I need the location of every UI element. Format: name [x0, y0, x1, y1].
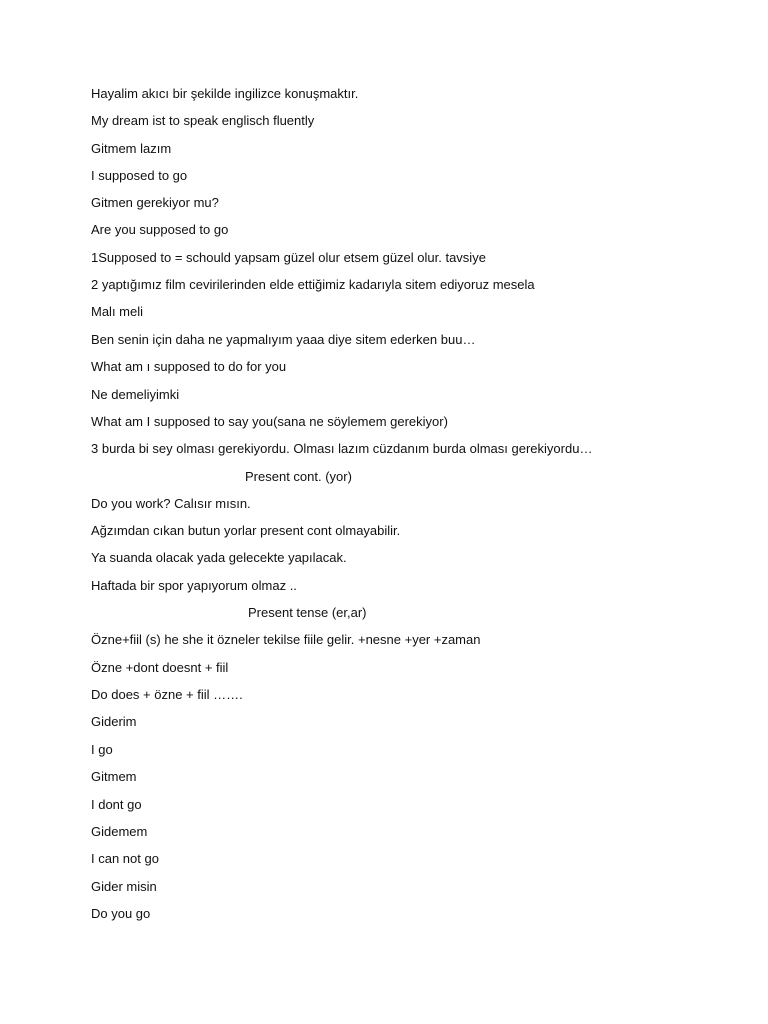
text-line: Hayalim akıcı bir şekilde ingilizce konuşmaktır. [91, 86, 359, 101]
text-line: Özne +dont doesnt + fiil [91, 660, 229, 675]
text-line: Gitmem lazım [91, 141, 172, 156]
text-line: Ağzımdan cıkan butun yorlar present cont olmayabilir. [91, 523, 401, 538]
text-line: Gitmen gerekiyor mu? [91, 195, 219, 210]
text-line: Malı meli [91, 304, 144, 319]
text-line: 2 yaptığımız film cevirilerinden elde ettiğimiz kadarıyla sitem ediyoruz mesela [91, 277, 535, 292]
text-line: I dont go [91, 797, 142, 812]
text-line: Gitmem [91, 769, 137, 784]
section-heading: Present tense (er,ar) [248, 605, 367, 620]
text-line: Ben senin için daha ne yapmalıyım yaaa diye sitem ederken buu… [91, 332, 476, 347]
text-line: Do you go [91, 906, 151, 921]
text-line: What am ı supposed to do for you [91, 359, 287, 374]
text-line: 1Supposed to = schould yapsam güzel olur etsem güzel olur. tavsiye [91, 250, 486, 265]
text-line: I can not go [91, 851, 159, 866]
section-heading: Present cont. (yor) [245, 469, 352, 484]
text-line: Do you work? Calısır mısın. [91, 496, 251, 511]
text-line: Ne demeliyimki [91, 387, 180, 402]
text-line: Ya suanda olacak yada gelecekte yapılacak. [91, 550, 347, 565]
text-line: 3 burda bi sey olması gerekiyordu. Olması lazım cüzdanım burda olması gerekiyordu… [91, 441, 593, 456]
text-line: Gidemem [91, 824, 148, 839]
text-line: Gider misin [91, 879, 157, 894]
text-line: Özne+fiil (s) he she it özneler tekilse fiile gelir. +nesne +yer +zaman [91, 632, 481, 647]
text-line: What am I supposed to say you(sana ne söylemem gerekiyor) [91, 414, 448, 429]
text-line: Do does + özne + fiil ……. [91, 687, 243, 702]
text-line: Haftada bir spor yapıyorum olmaz .. [91, 578, 297, 593]
text-line: I supposed to go [91, 168, 188, 183]
text-line: My dream ist to speak englisch fluently [91, 113, 315, 128]
text-line: I go [91, 742, 113, 757]
text-line: Are you supposed to go [91, 222, 229, 237]
text-line: Giderim [91, 714, 137, 729]
